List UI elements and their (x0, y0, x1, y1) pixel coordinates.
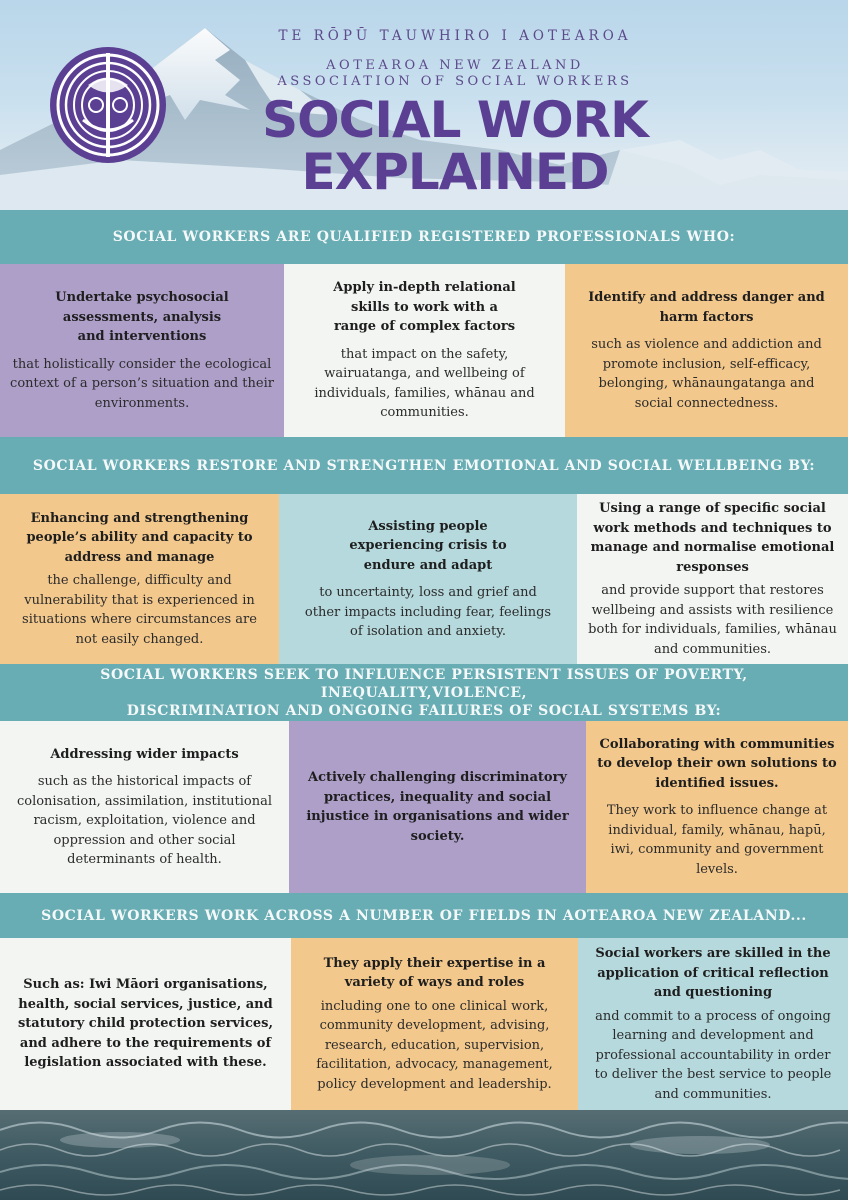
page-title (250, 91, 660, 201)
panel-body: They work to influence change at individual, family, whānau, hapū, iwi, community and government levels. (606, 803, 828, 877)
section-2-heading: SOCIAL WORKERS RESTORE AND STRENGTHEN EMOTIONAL AND SOCIAL WELLBEING BY: (0, 437, 848, 494)
section-4-panel-3 (578, 938, 848, 1110)
section-3-heading: SOCIAL WORKERS SEEK TO INFLUENCE PERSISTENT ISSUES OF POVERTY, INEQUALITY,VIOLENCE, DISCRIMINATION AND ONGOING FAILURES OF SOCIAL SYSTEMS BY: (0, 664, 848, 721)
section-4-panel-2 (291, 938, 578, 1110)
title-line1: SOCIAL WORK (262, 91, 648, 149)
section-3-panel-1 (0, 721, 289, 893)
section-4-panel-1 (0, 938, 291, 1110)
panel-body: that holistically consider the ecological context of a person’s situation and their environments. (10, 356, 274, 411)
panel-body: that impact on the safety, wairuatanga, and wellbeing of individuals, families, whānau and communities. (314, 346, 535, 421)
org-name-line1: AOTEAROA NEW ZEALAND (326, 58, 584, 73)
panel-body: such as violence and addiction and promote inclusion, self-efficacy, belonging, whānaungatanga and social connectedness. (591, 337, 822, 411)
ocean-waves-icon (0, 1110, 848, 1200)
header-text (250, 28, 660, 201)
association-logo-icon (48, 45, 168, 165)
section-1-heading: SOCIAL WORKERS ARE QUALIFIED REGISTERED PROFESSIONALS WHO: (0, 210, 848, 264)
panel-heading: Addressing wider impacts (50, 746, 239, 762)
panel-heading: Actively challenging discriminatory practices, inequality and social injustice in organisations and wider society. (306, 770, 569, 844)
section-2-panels (0, 494, 848, 664)
panel-body: and provide support that restores wellbeing and assists with resilience both for individuals, families, whānau and communities. (588, 583, 837, 657)
section-2-panel-3 (577, 494, 848, 664)
header-banner (0, 0, 848, 210)
panel-body: to uncertainty, loss and grief and other impacts including fear, feelings of isolation and anxiety. (304, 585, 552, 639)
panel-heading: Identify and address danger and harm factors (588, 290, 825, 325)
panel-heading: Enhancing and strengthening people’s ability and capacity to address and manage (26, 510, 253, 565)
section-3-panels (0, 721, 848, 893)
maori-org-name: TE RŌPŪ TAUWHIRO I AOTEAROA (278, 28, 632, 44)
panel-heading: Undertake psychosocial assessments, analysis and interventions (55, 290, 229, 344)
section-1-panel-3 (565, 264, 848, 437)
section-1-panel-2 (284, 264, 565, 437)
panel-heading: Assisting people experiencing crisis to endure and adapt (349, 518, 507, 573)
panel-body: including one to one clinical work, community development, advising, research, education, supervision, facilitation, advocacy, management, policy development and leadership. (316, 998, 553, 1092)
panel-heading: Collaborating with communities to develop their own solutions to identified issues. (597, 736, 837, 791)
section-4-panels (0, 938, 848, 1110)
section-1-panels (0, 264, 848, 437)
section-1-panel-1 (0, 264, 284, 437)
org-name-line2: ASSOCIATION OF SOCIAL WORKERS (277, 74, 633, 89)
title-line2: EXPLAINED (301, 143, 609, 201)
ocean-footer-image (0, 1110, 848, 1200)
section-2-panel-2 (279, 494, 577, 664)
section-3-panel-3 (586, 721, 848, 893)
section-4-heading: SOCIAL WORKERS WORK ACROSS A NUMBER OF FIELDS IN AOTEAROA NEW ZEALAND... (0, 893, 848, 938)
section-2-panel-1 (0, 494, 279, 664)
section-3-panel-2 (289, 721, 586, 893)
panel-body: such as the historical impacts of colonisation, assimilation, institutional racism, exploitation, violence and oppression and other social determinants of health. (16, 774, 273, 867)
panel-heading: They apply their expertise in a variety of ways and roles (323, 955, 546, 991)
panel-body: the challenge, difficulty and vulnerability that is experienced in situations where circumstances are not easily changed. (22, 573, 257, 647)
panel-heading: Using a range of specific social work methods and techniques to manage and normalise emotional responses (590, 501, 835, 575)
panel-heading: Apply in-depth relational skills to work with a range of complex factors (333, 280, 516, 335)
panel-heading: Social workers are skilled in the application of critical reflection and questioning (595, 946, 831, 1000)
panel-heading: Such as: Iwi Māori organisations, health, social services, justice, and statutory child protection services, and adhere to the requirements of legislation associated with these. (17, 977, 274, 1071)
panel-body: and commit to a process of ongoing learning and development and professional accountability in order to deliver the best service to people and communities. (594, 1008, 832, 1102)
